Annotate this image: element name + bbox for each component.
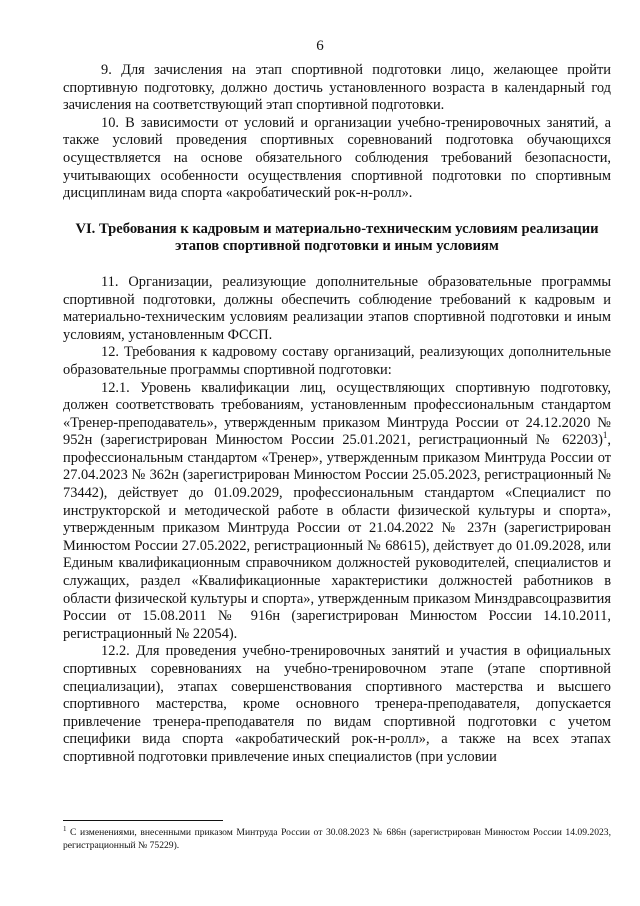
footnote-reference: 1 bbox=[602, 430, 608, 441]
footnote-text: С изменениями, внесенными приказом Минтруда России от 30.08.2023 № 686н (зарегистрирован Минюстом России 14.09.2023, регистрационный № 75229). bbox=[63, 827, 611, 851]
page-number: 6 bbox=[316, 38, 324, 54]
footnote-separator bbox=[63, 820, 223, 821]
paragraph-12: 12. Требования к кадровому составу организаций, реализующих дополнительные образовательные программы спортивной подготовки: bbox=[63, 344, 611, 378]
section-heading: VI. Требования к кадровым и материально-техническим условиям реализации этапов спортивной подготовки и иным условиям bbox=[75, 220, 599, 255]
paragraph-9: 9. Для зачисления на этап спортивной подготовки лицо, желающее пройти спортивную подготовку, должно достичь установленного возраста в календарный год зачисления на соответствующий этап спортивной подготовки. bbox=[63, 62, 611, 114]
paragraph-12-1 bbox=[63, 380, 611, 644]
footnote bbox=[63, 826, 611, 852]
paragraph-12-1-part-a: 12.1. Уровень квалификации лиц, осуществляющих спортивную подготовку, должен соответствовать требованиям, установленным профессиональным стандартом «Тренер-преподаватель», утвержденным приказом Минтруда России от 24.12.2020 № 952н (зарегистрирован Минюстом России 25.01.2021, регистрационный № 62203) bbox=[63, 379, 611, 449]
paragraph-11: 11. Организации, реализующие дополнительные образовательные программы спортивной подготовки, должны обеспечить соблюдение требований к кадровым и материально-техническим условиям реализации этапов спортивной подготовки и иным условиям, установленным ФССП. bbox=[63, 273, 611, 343]
document-body bbox=[63, 62, 611, 767]
footnote-mark: 1 bbox=[63, 824, 67, 833]
paragraph-12-1-part-b: , профессиональным стандартом «Тренер», утвержденным приказом Минтруда России от 27.04.2023 № 362н (зарегистрирован Минюстом России 25.05.2023, регистрационный № 73442), действует до 01.09.2029, профессиональным стандартом «Специалист по инструкторской и методической работе в области физической культуры и спорта», утвержденным приказом Минтруда России от 21.04.2022 № 237н (зарегистрирован Минюстом России 27.05.2022, регистрационный № 68615), действует до 01.09.2028, или Единым квалификационным справочником должностей руководителей, специалистов и служащих, раздел «Квалификационные характеристики должностей работников в области физической культуры и спорта», утвержденным приказом Минздравсоцразвития России от 15.08.2011 № 916н (зарегистрирован Минюстом России 14.10.2011, регистрационный № 22054). bbox=[63, 432, 611, 642]
paragraph-12-2: 12.2. Для проведения учебно-тренировочных занятий и участия в официальных спортивных соревнованиях на учебно-тренировочном этапе (этапе спортивной специализации), этапах совершенствования спортивного мастерства и высшего спортивного мастерства, кроме основного тренера-преподавателя, допускается привлечение тренера-преподавателя по видам спортивной подготовки с учетом специфики вида спорта «акробатический рок-н-ролл», а также на всех этапах спортивной подготовки привлечение иных специалистов (при условии bbox=[63, 643, 611, 765]
paragraph-10: 10. В зависимости от условий и организации учебно-тренировочных занятий, а также условий проведения спортивных соревнований подготовка обучающихся осуществляется на основе обязательного соблюдения требований безопасности, учитывающих особенности осуществления спортивной подготовки по спортивным дисциплинам вида спорта «акробатический рок-н-ролл». bbox=[63, 114, 611, 202]
